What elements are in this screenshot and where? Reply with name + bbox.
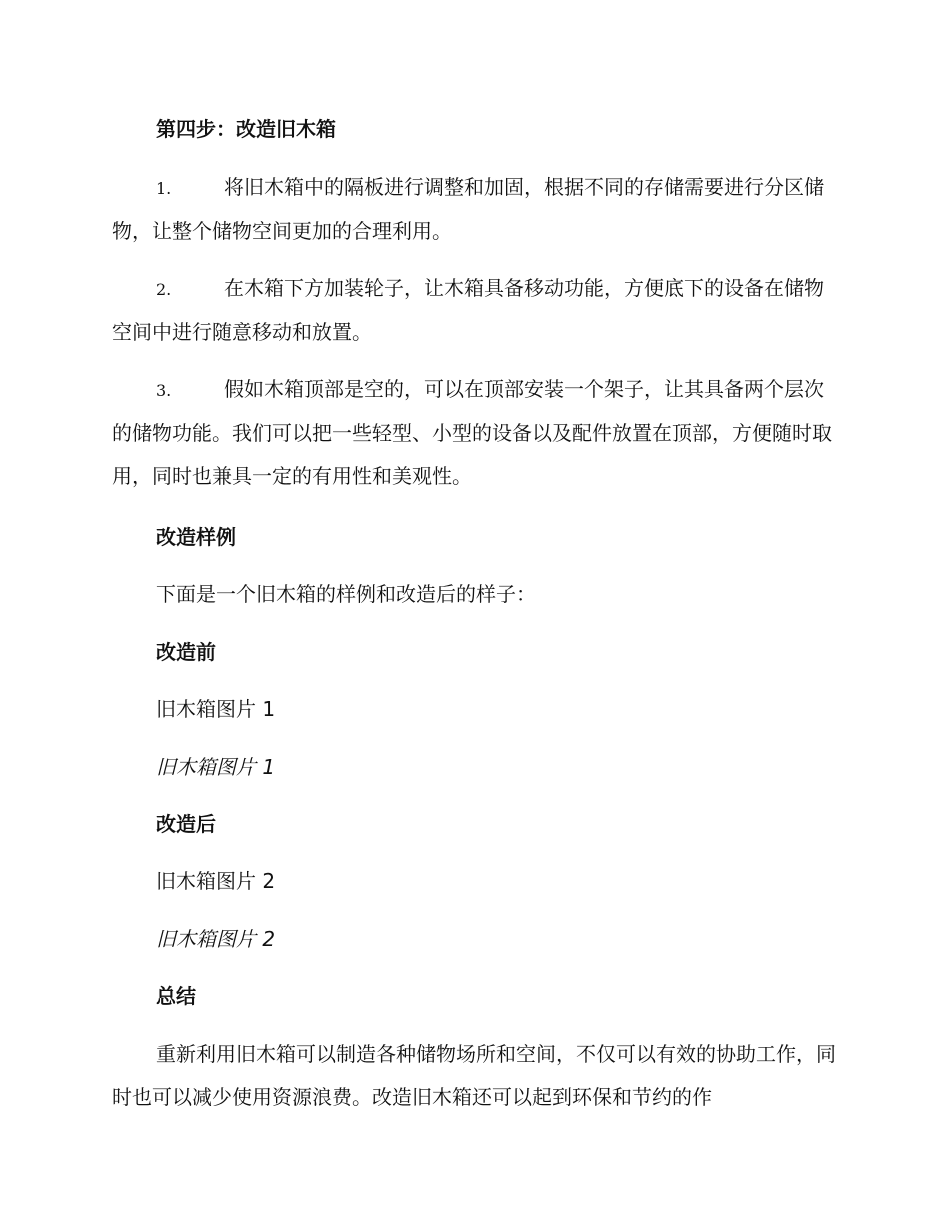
summary-heading: 总结 [156,984,196,1008]
list-text-2: 在木箱下方加装轮子，让木箱具备移动功能，方便底下的设备在储物空间中进行随意移动和放置。 [112,276,824,344]
list-text-1: 将旧木箱中的隔板进行调整和加固，根据不同的存储需要进行分区储物，让整个储物空间更加的合理利用。 [112,175,824,243]
examples-intro: 下面是一个旧木箱的样例和改造后的样子： [156,582,536,606]
before-heading: 改造前 [156,640,216,664]
after-heading: 改造后 [156,812,216,836]
list-text-3: 假如木箱顶部是空的，可以在顶部安装一个架子，让其具备两个层次的储物功能。我们可以把一些轻型、小型的设备以及配件放置在顶部，方便随时取用，同时也兼具一定的有用性和美观性。 [112,377,832,488]
step4-heading: 第四步：改造旧木箱 [156,117,336,141]
after-image-alt: 旧木箱图片 2 [156,869,276,893]
list-item-3 [112,368,838,498]
list-number-2: 2. [156,280,172,299]
before-image-alt: 旧木箱图片 1 [156,697,276,721]
list-number-1: 1. [156,179,172,198]
list-item-2 [112,267,838,354]
before-image-caption: 旧木箱图片 1 [156,755,276,779]
examples-heading: 改造样例 [156,525,236,549]
list-item-1 [112,166,838,253]
summary-text: 重新利用旧木箱可以制造各种储物场所和空间，不仅可以有效的协助工作，同时也可以减少使用资源浪费。改造旧木箱还可以起到环保和节约的作 [112,1042,836,1109]
list-number-3: 3. [156,381,172,400]
after-image-caption: 旧木箱图片 2 [156,927,276,951]
